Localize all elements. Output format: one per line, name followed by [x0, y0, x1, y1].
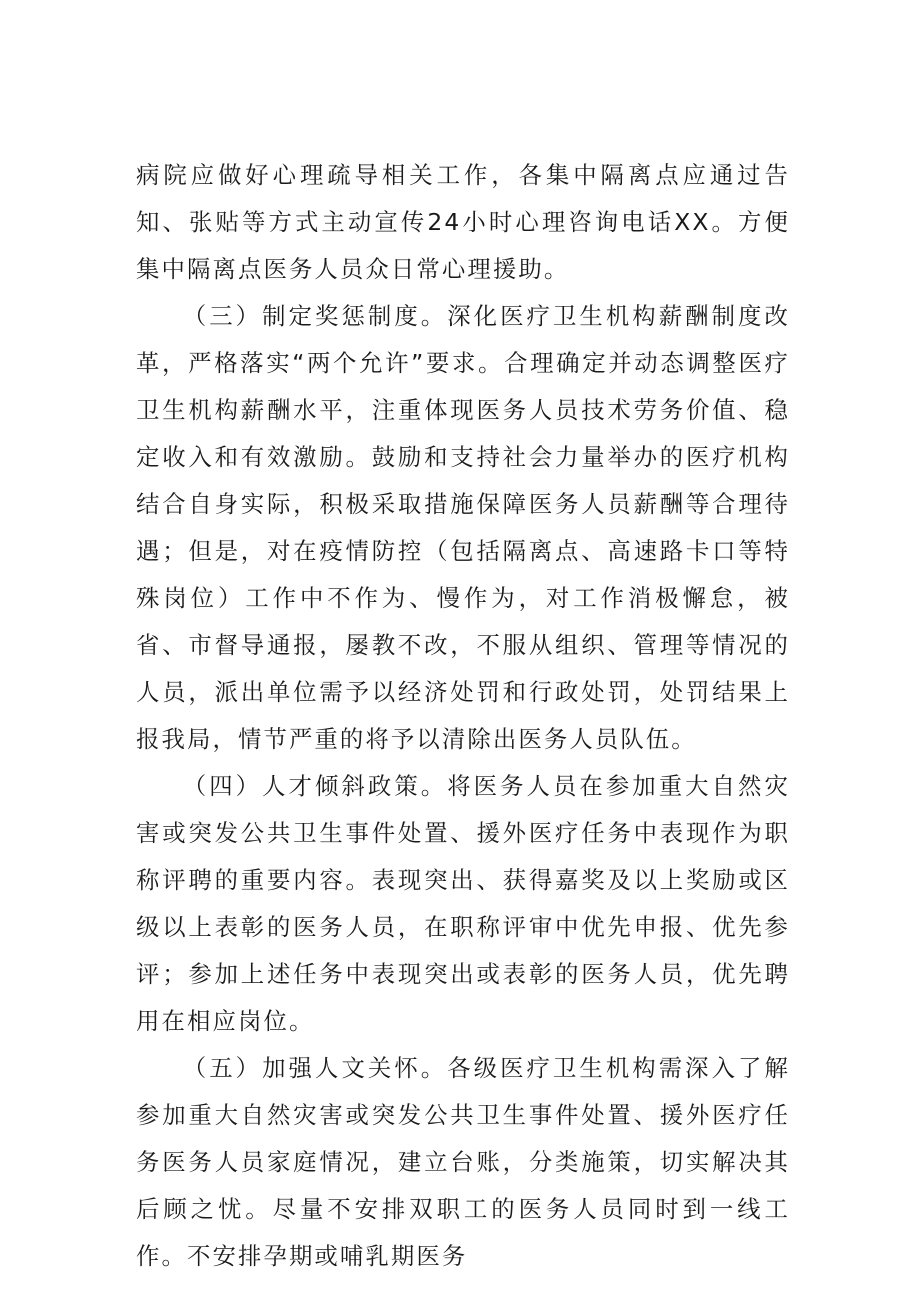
paragraph-talent-policy: （四）人才倾斜政策。将医务人员在参加重大自然灾害或突发公共卫生事件处置、援外医疗任务中表现作为职称评聘的重要内容。表现突出、获得嘉奖及以上奖励或区级以上表彰的医务人员，在职称评审中优先申报、优先参评；参加上述任务中表现突出或表彰的医务人员，优先聘用在相应岗位。 — [136, 772, 790, 1035]
paragraph-reward-punishment: （三）制定奖惩制度。深化医疗卫生机构薪酬制度改革，严格落实“两个允许”要求。合理确定并动态调整医疗卫生机构薪酬水平，注重体现医务人员技术劳务价值、稳定收入和有效激励。鼓励和支持社会力量举办的医疗机构结合自身实际，积极采取措施保障医务人员薪酬等合理待遇；但是，对在疫情防控（包括隔离点、高速路卡口等特殊岗位）工作中不作为、慢作为，对工作消极懈怠，被省、市督导通报，屡教不改，不服从组织、管理等情况的人员，派出单位需予以经济处罚和行政处罚，处罚结果上报我局，情节严重的将予以清除出医务人员队伍。 — [136, 302, 790, 753]
paragraph-continuation: 病院应做好心理疏导相关工作，各集中隔离点应通过告知、张贴等方式主动宣传24小时心理咨询电话XX。方便集中隔离点医务人员众日常心理援助。 — [136, 161, 790, 283]
document-body — [136, 152, 790, 1280]
paragraph-humanistic-care: （五）加强人文关怀。各级医疗卫生机构需深入了解参加重大自然灾害或突发公共卫生事件处置、援外医疗任务医务人员家庭情况，建立台账，分类施策，切实解决其后顾之忧。尽量不安排双职工的医务人员同时到一线工作。不安排孕期或哺乳期医务 — [136, 1054, 790, 1270]
